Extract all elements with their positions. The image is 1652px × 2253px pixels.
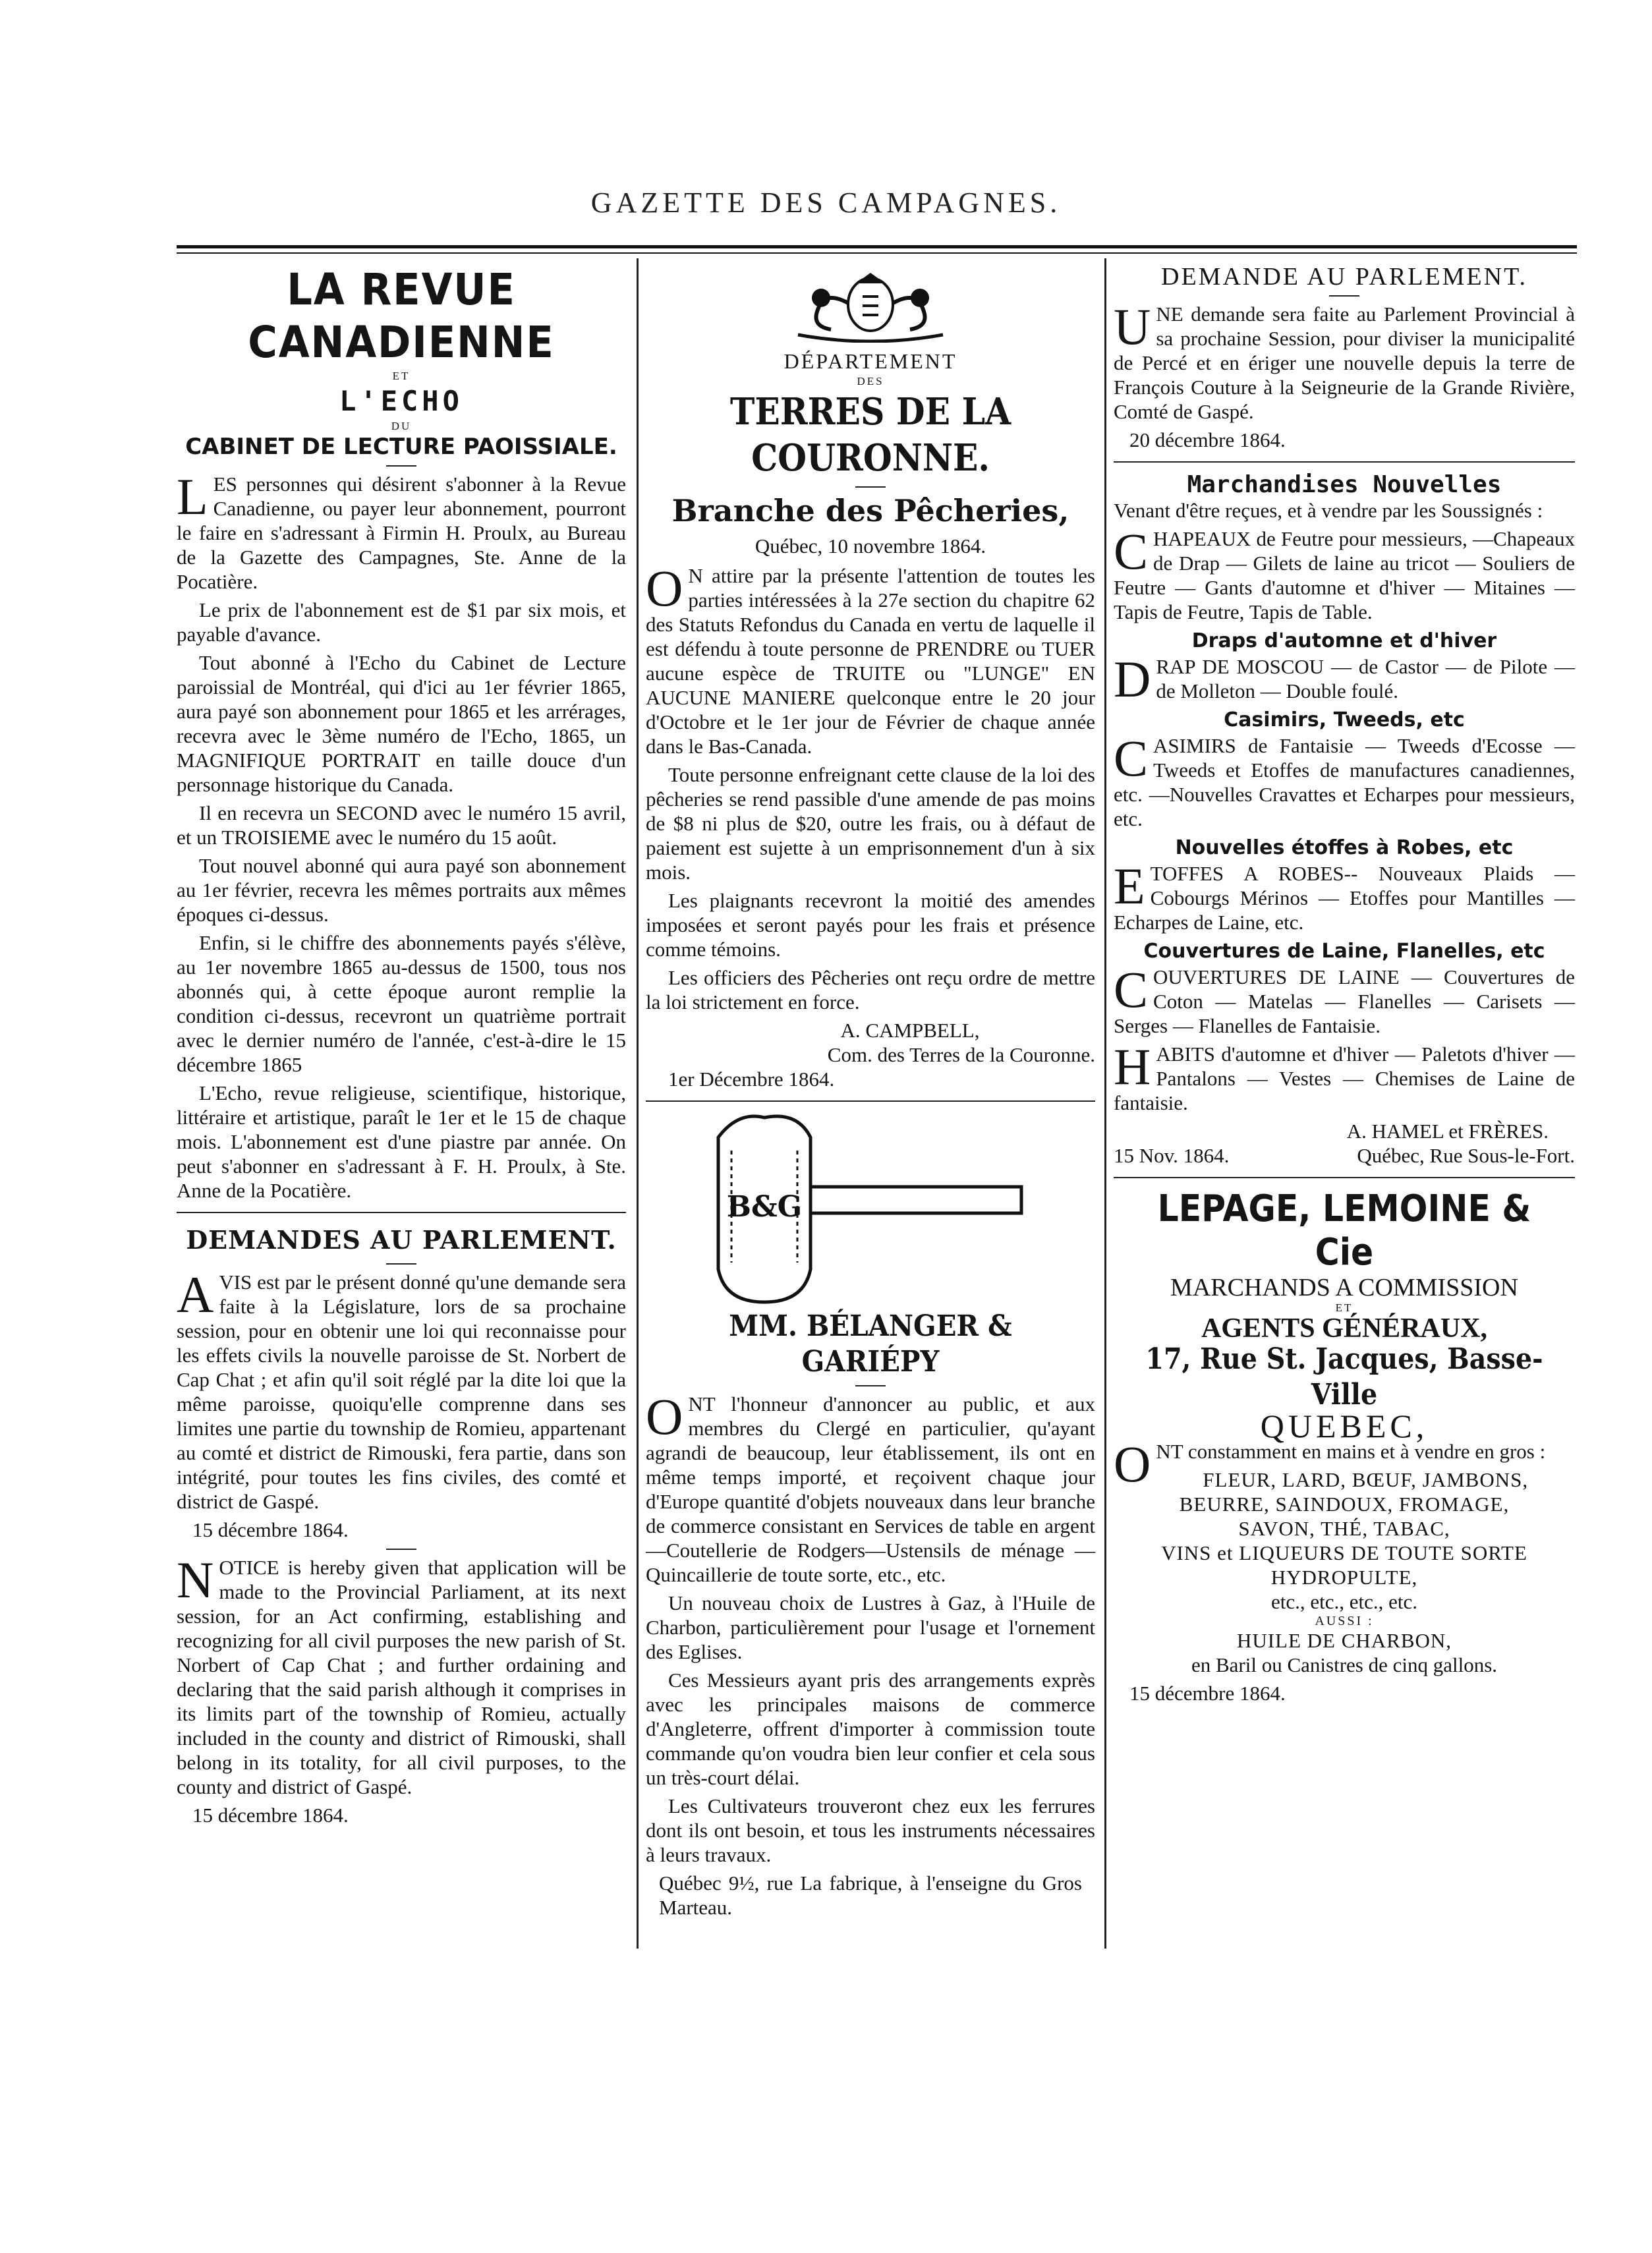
drop-cap: C [1114,961,1149,1018]
belanger-paragraph-4: Les Cultivateurs trouveront chez eux les ferrures dont ils ont besoin, et tous les instruments nécessaires à leurs travaux. [646,1794,1095,1866]
goods-line: BEURRE, SAINDOUX, FROMAGE, [1179,1493,1510,1516]
hamel-casimirs: CASIMIRS de Fantaisie — Tweeds d'Ecosse — Tweeds et Etoffes de manufactures canadiennes, etc. —Nouvelles Cravattes et Echarpes pour messieurs, etc. [1114,729,1575,830]
drop-cap: O [646,559,683,617]
drop-cap: O [646,1388,683,1445]
lepage-et: ET [1335,1301,1353,1314]
signature: A. HAMEL et FRÈRES. [1346,1120,1549,1143]
signature: A. CAMPBELL, [840,1019,980,1042]
hamel-intro: Venant d'être reçues, et à vendre par les Soussignés : [1114,499,1543,522]
header-rule [177,245,1577,254]
demande-parlement-notice [1114,264,1575,452]
casimirs-heading: Casimirs, Tweeds, etc [1224,708,1465,731]
lepage-subtitle: MARCHANDS A COMMISSION [1170,1274,1518,1301]
hamel-etoffes: ETOFFES A ROBES-- Nouveaux Plaids — Cobourgs Mérinos — Etoffes pour Mantilles —Echarpes de Laine, etc. [1114,857,1575,934]
marchandises-title: Marchandises Nouvelles [1187,471,1502,498]
hamel-chapeaux: CHAPEAUX de Feutre pour messieurs, —Chapeaux de Drap — Gilets de laine au tricot — Souliers de Feutre — Gants d'automne et d'hiver — Mitaines — Tapis de Feutre, Tapis de Table. [1114,523,1575,623]
couvertures-heading: Couvertures de Laine, Flanelles, etc [1143,940,1545,963]
demandes-parlement-notice [177,1222,626,1827]
hamel-footer [1114,1143,1575,1168]
echo-title: L'ECHO [339,385,463,417]
separator [855,486,886,488]
departement-label: DÉPARTEMENT [783,349,957,373]
column-divider-1 [637,258,639,1949]
revue-paragraph-3: Tout abonné à l'Echo du Cabinet de Lecture paroissial de Montréal, qui d'ici au 1er février 1865, aura payé son abonnement pour 1865 et les arrérages, recevra avec le 3ème numéro de l'Echo, 1865, un MAGNIFIQUE PORTRAIT en taille douce d'un personnage historique du Canada. [177,651,626,796]
notice-date: 15 Nov. 1864. [1114,1144,1230,1167]
goods-line: FLEUR, LARD, BŒUF, JAMBONS, [1203,1468,1529,1491]
branche-title: Branche des Pêcheries, [671,493,1069,528]
goods-line: HYDROPULTE, [1270,1566,1418,1589]
des-label: DES [857,375,884,387]
goods-line: etc., etc., etc., etc. [1270,1590,1418,1613]
revue-paragraph-1: LES personnes qui désirent s'abonner à la Revue Canadienne, ou payer leur abonnement, pourront le faire en s'adressant à Firmin H. Proulx, au Bureau de la Gazette des Campagnes, Ste. Anne de la Pocatière. [177,468,626,593]
drop-cap: N [177,1551,214,1609]
draps-heading: Draps d'automne et d'hiver [1191,629,1497,652]
demande-paragraph: UNE demande sera faite au Parlement Provincial à sa prochaine Session, pour diviser la municipalité de Percé et en ériger une nouvelle depuis la terre de François Couture à la Seigneurie de la Grande Rivière, Comté de Gaspé. [1114,298,1575,423]
belanger-address: Québec 9½, rue La fabrique, à l'enseigne du Gros Marteau. [659,1871,1082,1919]
signature-title: Com. des Terres de la Couronne. [827,1043,1095,1066]
section-rule [177,1212,626,1213]
lepage-paragraph: ONT constamment en mains et à vendre en gros : [1114,1435,1546,1493]
drop-cap: D [1114,650,1151,708]
revue-paragraph-2: Le prix de l'abonnement est de $1 par six mois, et payable d'avance. [177,598,626,646]
city-title: QUEBEC, [1260,1408,1429,1444]
hamel-habits: HABITS d'automne et d'hiver — Paletots d'hiver — Pantalons — Vestes — Chemises de Laine de fantaisie. [1114,1038,1575,1114]
terres-paragraph-1: O N attire par la présente l'attention de toutes les parties intéressées à la 27e section du chapitre 62 des Statuts Refondus du Canada en vertu de laquelle il est défendu à toute personne de PRENDRE ou TUER aucune espèce de TRUITE ou "LUNGE" EN AUCUNE MANIERE quelconque entre le 20 jour d'Octobre et le 1er jour de Février de chaque année dans le Bas-Canada. [646,559,1095,758]
hammer-mark: B&G [726,1190,803,1224]
terres-paragraph-2: Toute personne enfreignant cette clause de la loi des pêcheries se rend passible d'une amende de pas moins de $8 ni plus de $20, outre les frais, ou à défaut de paiement est sujette à un emprisonnement d'un à six mois. [646,763,1095,884]
drop-cap: A [177,1266,214,1323]
drop-cap: O [1114,1435,1151,1493]
revue-paragraph-6: Enfin, si le chiffre des abonnements payés s'élève, au 1er novembre 1865 au-dessus de 1500, tous nos abonnés qui, à cette époque auront remplie la condition ci-dessus, recevront un quatrième portrait avec le dernier numéro de l'année, c'est-à-dire le 15 décembre 1865 [177,931,626,1076]
drop-cap: C [1114,729,1149,787]
lepage-title: LEPAGE, LEMOINE & Cie [1157,1187,1531,1274]
section-rule [1114,461,1575,463]
goods-line: VINS et LIQUEURS DE TOUTE SORTE [1161,1541,1527,1564]
lepage-address: 17, Rue St. Jacques, Basse-Ville [1145,1342,1543,1412]
cabinet-title: CABINET DE LECTURE PAOISSIALE. [185,434,617,460]
separator [386,465,416,467]
drop-cap: U [1114,298,1151,355]
hamel-draps: DRAP DE MOSCOU — de Castor — de Pilote — de Molleton — Double foulé. [1114,650,1575,708]
column-2 [646,264,1095,1924]
drop-cap: H [1114,1038,1151,1095]
coat-of-arms-icon [646,264,1095,348]
notice-date: 15 décembre 1864. [192,1518,349,1541]
revue-du: DU [391,420,412,432]
column-divider-2 [1104,258,1106,1949]
baril-line: en Baril ou Canistres de cinq gallons. [1191,1653,1498,1676]
drop-cap: C [1114,523,1149,580]
terres-paragraph-4: Les officiers des Pêcheries ont reçu ordre de mettre la loi strictement en force. [646,966,1095,1013]
drop-cap: E [1114,857,1145,915]
separator [1329,295,1359,297]
revue-title: LA REVUE CANADIENNE [248,264,555,368]
revue-paragraph-7: L'Echo, revue religieuse, scientifique, historique, littéraire et artistique, paraît le 1er et le 15 de chaque mois. L'abonnement est d'une piastre par année. On peut s'abonner en s'adressant à F. H. Proulx, à Ste. Anne de la Pocatière. [177,1081,626,1202]
drop-cap: L [177,468,208,525]
hammer-icon [646,1111,1095,1309]
hamel-couvertures: COUVERTURES DE LAINE — Couvertures de Coton — Matelas — Flanelles — Carisets — Serges — Flanelles de Fantaisie. [1114,961,1575,1037]
etoffes-heading: Nouvelles étoffes à Robes, etc [1175,836,1514,859]
section-rule [646,1100,1095,1102]
agents-title: AGENTS GÉNÉRAUX, [1201,1313,1488,1344]
section-rule [1114,1177,1575,1178]
belanger-paragraph-1: ONT l'honneur d'annoncer au public, et aux membres du Clergé en particulier, qu'ayant agrandi de beaucoup, leur établissement, ils ont en même temps importé, et reçoivent chaque jour d'Europe quantité d'objets nouveaux dans leur branche de commerce consistant en Services de table en argent—Coutellerie de Rodgers—Ustensils de ménage — Quincaillerie de toute sorte, etc., etc. [646,1388,1095,1586]
hamel-address: Québec, Rue Sous-le-Fort. [1357,1144,1575,1167]
revue-canadienne-ad [177,264,626,1203]
notice-date: 20 décembre 1864. [1129,428,1286,451]
notice-date: 15 décembre 1864. [1129,1682,1286,1705]
aussi-label: AUSSI : [1315,1614,1374,1628]
page-header: GAZETTE DES CAMPAGNES. [590,186,1062,219]
goods-line: SAVON, THÉ, TABAC, [1238,1517,1450,1540]
separator [855,1385,886,1386]
demandes-title: DEMANDES AU PARLEMENT. [186,1225,617,1255]
terres-paragraph-3: Les plaignants recevront la moitié des amendes imposées et seront payés pour les frais et présence comme témoins. [646,889,1095,961]
terres-title: TERRES DE LA COURONNE. [729,390,1011,480]
dateline: Québec, 10 novembre 1864. [755,534,986,557]
belanger-paragraph-3: Ces Messieurs ayant pris des arrangements exprès avec les principales maisons de commerce d'Angleterre, offrent d'importer à commission toute commande qu'on voudra bien leur confier et cela sous un très-court délai. [646,1668,1095,1789]
belanger-title: MM. BÉLANGER & GARIÉPY [729,1309,1012,1379]
separator [386,1549,416,1550]
belanger-gariepy-ad [646,1111,1095,1920]
column-1 [177,264,626,1834]
revue-paragraph-4: Il en recevra un SECOND avec le numéro 15 avril, et un TROISIEME avec le numéro du 15 août. [177,801,626,849]
notice-date: 1er Décembre 1864. [668,1068,835,1091]
terres-couronne-notice [646,264,1095,1091]
demandes-paragraph-en: NOTICE is hereby given that application will be made to the Provincial Parliament, at its next session, for an Act confirming, establishing and recognizing for all civil purposes the new parish of St. Norbert of Cap Chat ; and further ordaining and declaring that the said parish although it comprises in its limits part of the township of Romieu, actually included in the county and district of Rimouski, shall belong in its totality, for all civil purposes, to the county and district of Gaspé. [177,1551,626,1798]
revue-paragraph-5: Tout nouvel abonné qui aura payé son abonnement au 1er février, recevra les mêmes portraits aux mêmes époques ci-dessus. [177,854,626,926]
huile-line: HUILE DE CHARBON, [1236,1629,1452,1652]
demande-title: DEMANDE AU PARLEMENT. [1161,263,1527,291]
hamel-ad [1114,472,1575,1168]
separator [386,1263,416,1265]
belanger-paragraph-2: Un nouveau choix de Lustres à Gaz, à l'Huile de Charbon, particulièrement pour l'usage et l'ornement des Eglises. [646,1591,1095,1663]
column-3 [1114,264,1575,1712]
lepage-lemoine-ad [1114,1187,1575,1705]
revue-et: ET [392,370,411,382]
demandes-paragraph-fr: AVIS est par le présent donné qu'une demande sera faite à la Législature, lors de sa prochaine session, pour en obtenir une loi qui reconnaisse pour les effets civils la nouvelle paroisse de St. Norbert de Cap Chat ; et afin qu'il soit réglé par la dite loi que la même paroisse, quoiqu'elle comprenne dans ses limites une partie du township de Romieu, appartenant au comté et district de Rimouski, fera partie, dans son intégrité, pour toutes les fins civiles, des comté et district de Gaspé. [177,1266,626,1513]
notice-date: 15 décembre 1864. [192,1804,349,1827]
